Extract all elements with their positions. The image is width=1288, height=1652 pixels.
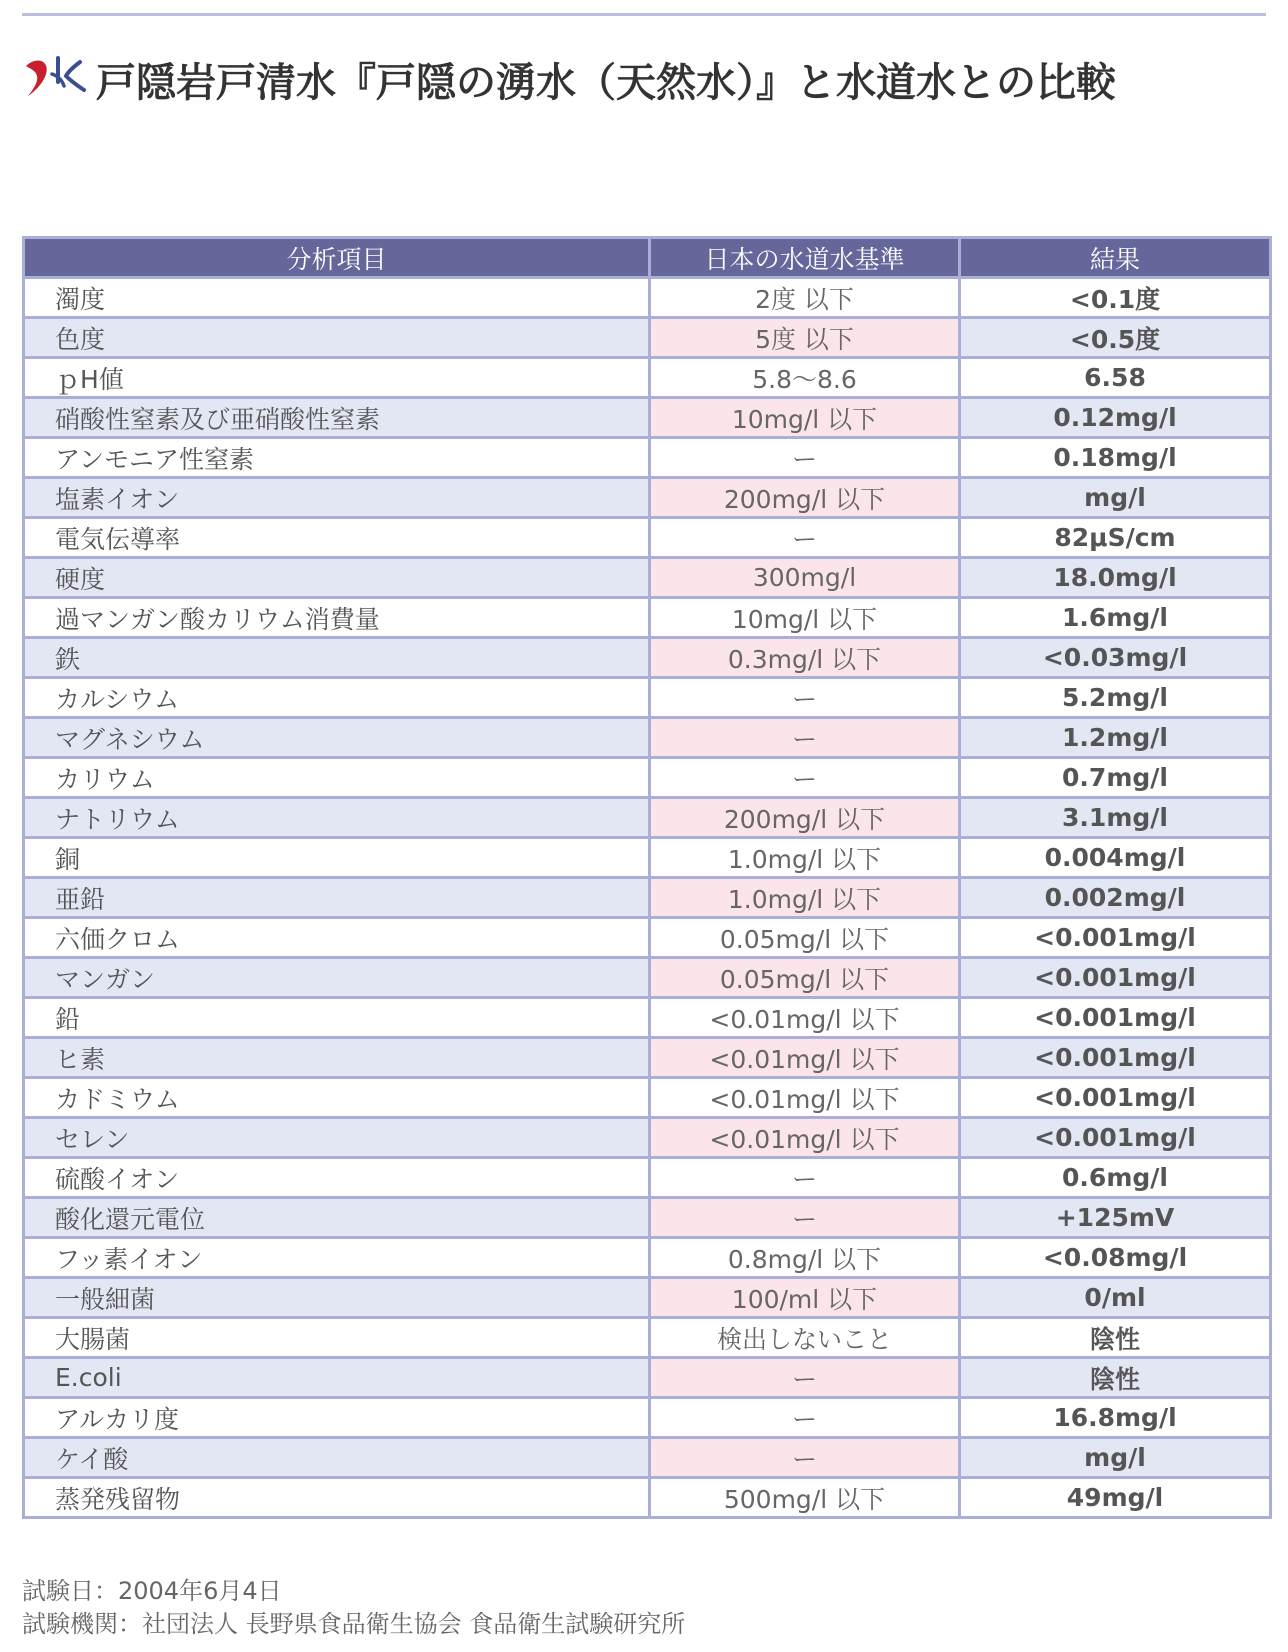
standard-cell: 1.0mg/l 以下 bbox=[651, 879, 961, 919]
analysis-item-cell: 蒸発残留物 bbox=[25, 1479, 651, 1516]
analysis-item-cell: ｐH値 bbox=[25, 359, 651, 399]
result-cell: 1.2mg/l bbox=[961, 719, 1269, 759]
result-cell: 3.1mg/l bbox=[961, 799, 1269, 839]
table-row bbox=[25, 999, 1269, 1039]
result-cell: <0.1度 bbox=[961, 279, 1269, 319]
result-cell: <0.03mg/l bbox=[961, 639, 1269, 679]
table-row bbox=[25, 279, 1269, 319]
result-cell: <0.08mg/l bbox=[961, 1239, 1269, 1279]
result-cell: <0.001mg/l bbox=[961, 999, 1269, 1039]
footer bbox=[22, 1575, 685, 1641]
standard-cell: <0.01mg/l 以下 bbox=[651, 1079, 961, 1119]
standard-cell: ー bbox=[651, 759, 961, 799]
standard-cell: 300mg/l bbox=[651, 559, 961, 599]
header-result: 結果 bbox=[961, 239, 1269, 279]
table-row bbox=[25, 519, 1269, 559]
analysis-item-cell: 六価クロム bbox=[25, 919, 651, 959]
table-row bbox=[25, 1319, 1269, 1359]
table-row bbox=[25, 1119, 1269, 1159]
standard-cell: 2度 以下 bbox=[651, 279, 961, 319]
standard-cell: ー bbox=[651, 1439, 961, 1479]
result-cell: mg/l bbox=[961, 1439, 1269, 1479]
standard-cell: <0.01mg/l 以下 bbox=[651, 1119, 961, 1159]
water-comparison-table bbox=[22, 236, 1272, 1519]
result-cell: <0.001mg/l bbox=[961, 1119, 1269, 1159]
standard-cell: 0.05mg/l 以下 bbox=[651, 959, 961, 999]
analysis-item-cell: マンガン bbox=[25, 959, 651, 999]
analysis-item-cell: 塩素イオン bbox=[25, 479, 651, 519]
test-agency: 試験機関：社団法人 長野県食品衛生協会 食品衛生試験研究所 bbox=[22, 1610, 686, 1638]
standard-cell: ー bbox=[651, 519, 961, 559]
analysis-item-cell: E.coli bbox=[25, 1359, 651, 1399]
table-row bbox=[25, 719, 1269, 759]
table-row bbox=[25, 1399, 1269, 1439]
result-cell: 陰性 bbox=[961, 1359, 1269, 1399]
standard-cell: ー bbox=[651, 719, 961, 759]
result-cell: 1.6mg/l bbox=[961, 599, 1269, 639]
standard-cell: 200mg/l 以下 bbox=[651, 799, 961, 839]
result-cell: 0.002mg/l bbox=[961, 879, 1269, 919]
standard-cell: ー bbox=[651, 1199, 961, 1239]
result-cell: 18.0mg/l bbox=[961, 559, 1269, 599]
table-row bbox=[25, 1479, 1269, 1516]
standard-cell: 1.0mg/l 以下 bbox=[651, 839, 961, 879]
table-row bbox=[25, 1239, 1269, 1279]
table-body bbox=[25, 279, 1269, 1516]
analysis-item-cell: 電気伝導率 bbox=[25, 519, 651, 559]
standard-cell: 200mg/l 以下 bbox=[651, 479, 961, 519]
table-row bbox=[25, 1279, 1269, 1319]
standard-cell: ー bbox=[651, 1359, 961, 1399]
analysis-item-cell: 鉛 bbox=[25, 999, 651, 1039]
result-cell: mg/l bbox=[961, 479, 1269, 519]
standard-cell: 0.05mg/l 以下 bbox=[651, 919, 961, 959]
analysis-item-cell: 硬度 bbox=[25, 559, 651, 599]
header-tap-water-standard: 日本の水道水基準 bbox=[651, 239, 961, 279]
result-cell: <0.001mg/l bbox=[961, 959, 1269, 999]
table-row bbox=[25, 319, 1269, 359]
analysis-item-cell: 亜鉛 bbox=[25, 879, 651, 919]
table-row bbox=[25, 1159, 1269, 1199]
analysis-item-cell: カルシウム bbox=[25, 679, 651, 719]
test-date: 試験日：2004年6月4日 bbox=[22, 1577, 282, 1605]
analysis-item-cell: ケイ酸 bbox=[25, 1439, 651, 1479]
result-cell: <0.001mg/l bbox=[961, 1079, 1269, 1119]
standard-cell: ー bbox=[651, 1399, 961, 1439]
result-cell: 0/ml bbox=[961, 1279, 1269, 1319]
analysis-item-cell: 色度 bbox=[25, 319, 651, 359]
analysis-item-cell: ナトリウム bbox=[25, 799, 651, 839]
table-row bbox=[25, 1039, 1269, 1079]
analysis-item-cell: 硝酸性窒素及び亜硝酸性窒素 bbox=[25, 399, 651, 439]
standard-cell: ー bbox=[651, 439, 961, 479]
standard-cell: 0.8mg/l 以下 bbox=[651, 1239, 961, 1279]
table-row bbox=[25, 1079, 1269, 1119]
table-row bbox=[25, 599, 1269, 639]
result-cell: <0.001mg/l bbox=[961, 919, 1269, 959]
standard-cell: 500mg/l 以下 bbox=[651, 1479, 961, 1516]
table-row bbox=[25, 399, 1269, 439]
analysis-item-cell: アルカリ度 bbox=[25, 1399, 651, 1439]
analysis-item-cell: 鉄 bbox=[25, 639, 651, 679]
analysis-item-cell: カドミウム bbox=[25, 1079, 651, 1119]
table-row bbox=[25, 959, 1269, 999]
standard-cell: 5度 以下 bbox=[651, 319, 961, 359]
analysis-item-cell: マグネシウム bbox=[25, 719, 651, 759]
standard-cell: <0.01mg/l 以下 bbox=[651, 1039, 961, 1079]
result-cell: 0.12mg/l bbox=[961, 399, 1269, 439]
analysis-item-cell: ヒ素 bbox=[25, 1039, 651, 1079]
table-row bbox=[25, 1439, 1269, 1479]
analysis-item-cell: 一般細菌 bbox=[25, 1279, 651, 1319]
table-row bbox=[25, 479, 1269, 519]
table-row bbox=[25, 359, 1269, 399]
result-cell: 0.6mg/l bbox=[961, 1159, 1269, 1199]
standard-cell: 5.8〜8.6 bbox=[651, 359, 961, 399]
table-row bbox=[25, 919, 1269, 959]
standard-cell: ー bbox=[651, 1159, 961, 1199]
table-row bbox=[25, 1199, 1269, 1239]
standard-cell: 100/ml 以下 bbox=[651, 1279, 961, 1319]
header-analysis-item: 分析項目 bbox=[25, 239, 651, 279]
table-row bbox=[25, 839, 1269, 879]
result-cell: 82μS/cm bbox=[961, 519, 1269, 559]
analysis-item-cell: 大腸菌 bbox=[25, 1319, 651, 1359]
standard-cell: <0.01mg/l 以下 bbox=[651, 999, 961, 1039]
analysis-item-cell: セレン bbox=[25, 1119, 651, 1159]
result-cell: 0.004mg/l bbox=[961, 839, 1269, 879]
result-cell: <0.001mg/l bbox=[961, 1039, 1269, 1079]
analysis-item-cell: 濁度 bbox=[25, 279, 651, 319]
standard-cell: ー bbox=[651, 679, 961, 719]
analysis-item-cell: カリウム bbox=[25, 759, 651, 799]
table-row bbox=[25, 639, 1269, 679]
table-row bbox=[25, 799, 1269, 839]
page-title bbox=[22, 50, 1266, 116]
result-cell: 0.18mg/l bbox=[961, 439, 1269, 479]
result-cell: 16.8mg/l bbox=[961, 1399, 1269, 1439]
result-cell: +125mV bbox=[961, 1199, 1269, 1239]
analysis-item-cell: 銅 bbox=[25, 839, 651, 879]
table-row bbox=[25, 759, 1269, 799]
standard-cell: 10mg/l 以下 bbox=[651, 599, 961, 639]
standard-cell: 10mg/l 以下 bbox=[651, 399, 961, 439]
standard-cell: 0.3mg/l 以下 bbox=[651, 639, 961, 679]
table-row bbox=[25, 559, 1269, 599]
result-cell: 5.2mg/l bbox=[961, 679, 1269, 719]
result-cell: <0.5度 bbox=[961, 319, 1269, 359]
analysis-item-cell: 硫酸イオン bbox=[25, 1159, 651, 1199]
page-title-text: 戸隠岩戸清水『戸隠の湧水（天然水）』と水道水との比較 bbox=[96, 60, 1116, 106]
result-cell: 0.7mg/l bbox=[961, 759, 1269, 799]
table-row bbox=[25, 879, 1269, 919]
analysis-item-cell: アンモニア性窒素 bbox=[25, 439, 651, 479]
result-cell: 6.58 bbox=[961, 359, 1269, 399]
table-header-row bbox=[25, 239, 1269, 279]
table-row bbox=[25, 679, 1269, 719]
table-row bbox=[25, 439, 1269, 479]
red-blue-swoosh-logo-icon bbox=[22, 52, 88, 100]
top-divider bbox=[22, 13, 1266, 16]
standard-cell: 検出しないこと bbox=[651, 1319, 961, 1359]
analysis-item-cell: 酸化還元電位 bbox=[25, 1199, 651, 1239]
analysis-item-cell: フッ素イオン bbox=[25, 1239, 651, 1279]
table-row bbox=[25, 1359, 1269, 1399]
result-cell: 49mg/l bbox=[961, 1479, 1269, 1516]
analysis-item-cell: 過マンガン酸カリウム消費量 bbox=[25, 599, 651, 639]
result-cell: 陰性 bbox=[961, 1319, 1269, 1359]
